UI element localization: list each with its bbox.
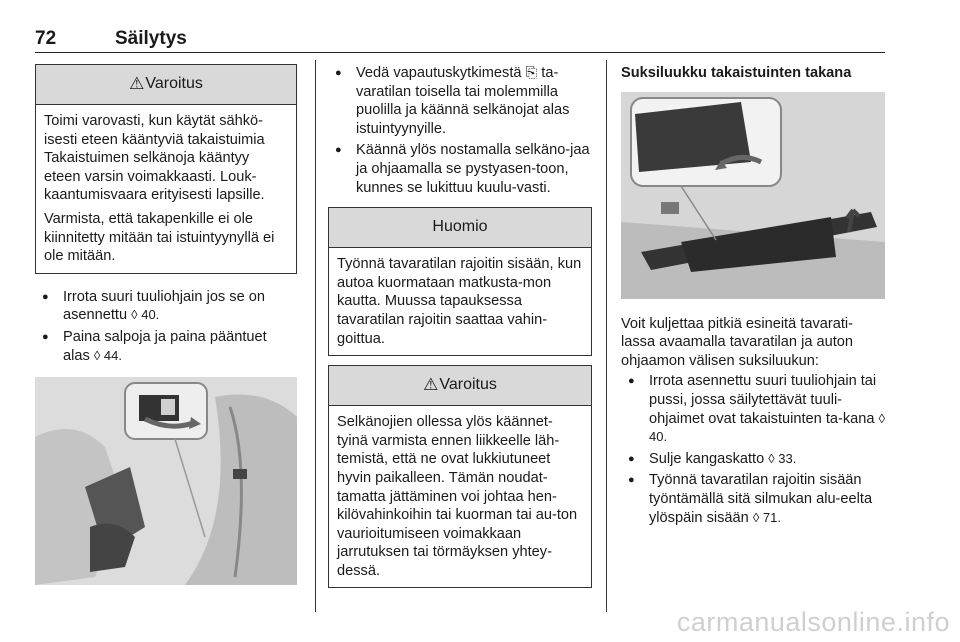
page-reference: ◊ 40. <box>131 307 160 323</box>
seat-release-photo <box>35 377 297 585</box>
list-item: ● Paina salpoja ja paina pääntuet alas ◊ 44. <box>35 328 297 365</box>
note-title: Huomio <box>432 218 488 236</box>
section-heading: Suksiluukku takaistuinten takana <box>621 65 852 81</box>
warning-box-middle <box>328 365 592 588</box>
list-item: ● Sulje kangaskatto ◊ 33. <box>621 450 887 469</box>
note-box <box>328 207 592 356</box>
page-reference: ◊ 71. <box>752 509 781 525</box>
warning-title: Varoitus <box>439 376 497 394</box>
right-column <box>621 64 887 530</box>
warning-box-body <box>329 406 591 587</box>
column-divider-2 <box>606 60 607 612</box>
header-rule <box>35 52 885 53</box>
list-item: ● Työnnä tavaratilan rajoitin sisään työntämällä sitä silmukan alu-eelta ylöspäin sisään ◊ 71. <box>621 471 887 527</box>
page-reference: ◊ 44. <box>93 347 122 363</box>
left-column <box>35 64 297 585</box>
note-box-body <box>329 248 591 355</box>
note-box-header <box>329 208 591 248</box>
intro-paragraph: Voit kuljettaa pitkiä esineitä tavarati-lassa avaamalla tavaratilan ja auton ohjaamon välisen suksiluukun: <box>621 315 854 369</box>
seat-release-illustration <box>35 377 297 585</box>
note-paragraph: Työnnä tavaratilan rajoitin sisään, kun autoa kuormataan matkusta-mon kautta. Muussa tapauksessa tavaratilan rajoitin saattaa vahin-goittua. <box>337 256 582 347</box>
warning-box-header <box>36 65 296 105</box>
right-bullet-list <box>621 372 887 527</box>
page-reference: ◊ 40. <box>649 410 886 445</box>
watermark: carmanualsonline.info <box>676 607 950 637</box>
list-item: ● Irrota suuri tuuliohjain jos se on asennettu ◊ 40. <box>35 288 297 325</box>
warning-title: Varoitus <box>145 75 203 93</box>
page-title: Säilytys <box>115 28 187 49</box>
warning-box-body <box>36 105 296 273</box>
warning-box-left <box>35 64 297 274</box>
column-divider-1 <box>315 60 316 612</box>
warning-paragraph: Selkänojien ollessa ylös käännet-tyinä varmista ennen liikkeelle läh-temistä, että ne ovat lukkiutuneet hyvin paikalleen. Tämän noudat-tamatta jättäminen voi johtaa hen-kilövahinkoihin tai kuorman tai au-ton vaurioitumiseen voimakkaan jarrutuksen tai törmäyksen yhtey-dessä. <box>337 414 578 579</box>
page-header <box>35 28 885 52</box>
warning-icon: ⚠ <box>423 375 439 395</box>
list-item: ● Käännä ylös nostamalla selkäno-jaa ja ohjaamalla se pystyasen-toon, kunnes se lukittuu kuulu-vasti. <box>328 141 592 197</box>
ski-hatch-photo <box>621 92 885 299</box>
page-reference: ◊ 33. <box>768 450 797 466</box>
middle-bullet-list <box>328 64 592 197</box>
list-item: ● Vedä vapautuskytkimestä ⎘ ta-varatilan toisella tai molemmilla puolilla ja käännä selkänojat alas istuintyynyille. <box>328 64 592 138</box>
warning-paragraph-2: Varmista, että takapenkille ei ole kiinnitetty mitään tai istuintyynyllä ei ole mitään. <box>44 210 275 265</box>
warning-icon: ⚠ <box>129 74 145 94</box>
ski-hatch-illustration <box>621 92 885 299</box>
middle-column <box>328 64 592 588</box>
warning-box-header <box>329 366 591 406</box>
left-bullet-list <box>35 288 297 365</box>
list-item: ● Irrota asennettu suuri tuuliohjain tai pussi, jossa säilytettävät tuuli-ohjaimet ovat takaistuinten ta-kana ◊ 40. <box>621 372 887 446</box>
page-number: 72 <box>35 28 57 49</box>
warning-paragraph-1: Toimi varovasti, kun käytät sähkö-isesti eteen kääntyviä takaistuimia Takaistuimen selkänoja kääntyy eteen varsin voimakkaasti. Louk-kaantumisvaara erityisesti lapsille. <box>44 113 265 204</box>
